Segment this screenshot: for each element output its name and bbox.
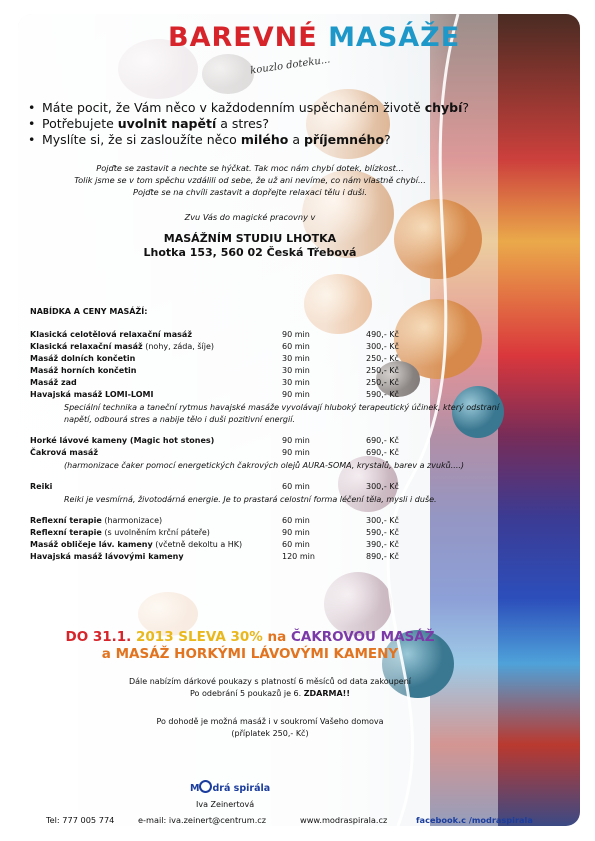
price-row: Masáž zad 30 min 250,- Kč: [30, 378, 399, 387]
price-note: Speciální technika a taneční rytmus havajské masáže vyvolávají hluboký terapeutický účinek, který odstraní napětí, odbourá stres a nabije tělo i duši pozitivní energií.: [64, 403, 500, 424]
price-row: Masáž horních končetin 30 min 250,- Kč: [30, 366, 399, 375]
contact-person: Iva Zeinertová: [196, 800, 255, 809]
offer-heading: NABÍDKA A CENY MASÁŽÍ:: [30, 307, 148, 316]
price-row: Masáž dolních končetin 30 min 250,- Kč: [30, 354, 399, 363]
page-title: [168, 22, 461, 53]
price-note: Reiki je vesmírná, životodárná energie. Je to prastará celostní forma léčení těla, mysli i duše.: [64, 495, 437, 504]
price-row: Horké lávové kameny (Magic hot stones) 90 min 690,- Kč: [30, 436, 399, 445]
price-row: Čakrová masáž 90 min 690,- Kč: [30, 448, 399, 457]
spiral-icon: [199, 780, 212, 793]
price-row: Havajská masáž lávovými kameny 120 min 890,- Kč: [30, 552, 399, 561]
studio-address: MASÁŽNÍM STUDIU LHOTKA Lhotka 153, 560 02 Česká Třebová: [143, 232, 357, 259]
price-row: Klasická celotělová relaxační masáž 90 min 490,- Kč: [30, 330, 399, 339]
promo-banner: DO 31.1. 2013 SLEVA 30% na ČAKROVOU MASÁŽ a MASÁŽ HORKÝMI LÁVOVÝMI KAMENY: [65, 629, 435, 662]
gift-voucher-text: Dále nabízím dárkové poukazy s platností 6 měsíců od data zakoupení Po odebrání 5 poukazů je 6. ZDARMA!!: [128, 677, 412, 698]
intro-text: Pojďte se zastavit a nechte se hýčkat. Tak moc nám chybí dotek, blízkost... Tolik jsme se v tom spěchu vzdálili od sebe, že už ani nevíme, co nám vlastně chybí... Pojďte se na chvíli zastavit a dopřejte relaxaci tělu i duši.: [74, 163, 426, 197]
invitation-text: Zvu Vás do magické pracovny v: [184, 212, 316, 222]
title-word-1: BAREVNÉ: [168, 22, 318, 53]
price-row: Reiki 60 min 300,- Kč: [30, 482, 399, 491]
title-word-2: MASÁŽE: [328, 22, 461, 53]
email-link[interactable]: e-mail: iva.zeinert@centrum.cz: [138, 815, 267, 825]
bullet-item: • Myslíte si, že si zasloužíte něco milého a příjemného?: [28, 132, 391, 147]
website-link[interactable]: www.modraspirala.cz: [300, 815, 388, 825]
brand-logo: M drá spirála: [190, 780, 270, 794]
facebook-link[interactable]: facebook.c /modraspirala: [416, 815, 533, 825]
price-list: [30, 330, 500, 564]
price-row: Reflexní terapie (harmonizace) 60 min 300,- Kč: [30, 516, 399, 525]
price-note: (harmonizace čaker pomocí energetických čakrových olejů AURA-SOMA, krystalů, barev a zvuků....): [64, 461, 465, 470]
subtitle: kouzlo doteku...: [249, 54, 331, 77]
bullet-item: • Máte pocit, že Vám něco v každodenním uspěchaném životě chybí?: [28, 100, 470, 115]
bullet-item: • Potřebujete uvolnit napětí a stres?: [28, 116, 269, 131]
price-row: Reflexní terapie (s uvolněním krční páteře) 90 min 590,- Kč: [30, 528, 399, 537]
home-visit-text: Po dohodě je možná masáž i v soukromí Vašeho domova (příplatek 250,- Kč): [156, 717, 384, 738]
bullet-list: [28, 100, 469, 148]
phone-number: Tel: 777 005 774: [46, 815, 115, 825]
price-row: Klasická relaxační masáž (nohy, záda, šíje) 60 min 300,- Kč: [30, 342, 399, 351]
price-row: Havajská masáž LOMI-LOMI 90 min 590,- Kč: [30, 390, 399, 399]
price-row: Masáž obličeje láv. kameny (včetně dekoltu a HK) 60 min 390,- Kč: [30, 540, 399, 549]
